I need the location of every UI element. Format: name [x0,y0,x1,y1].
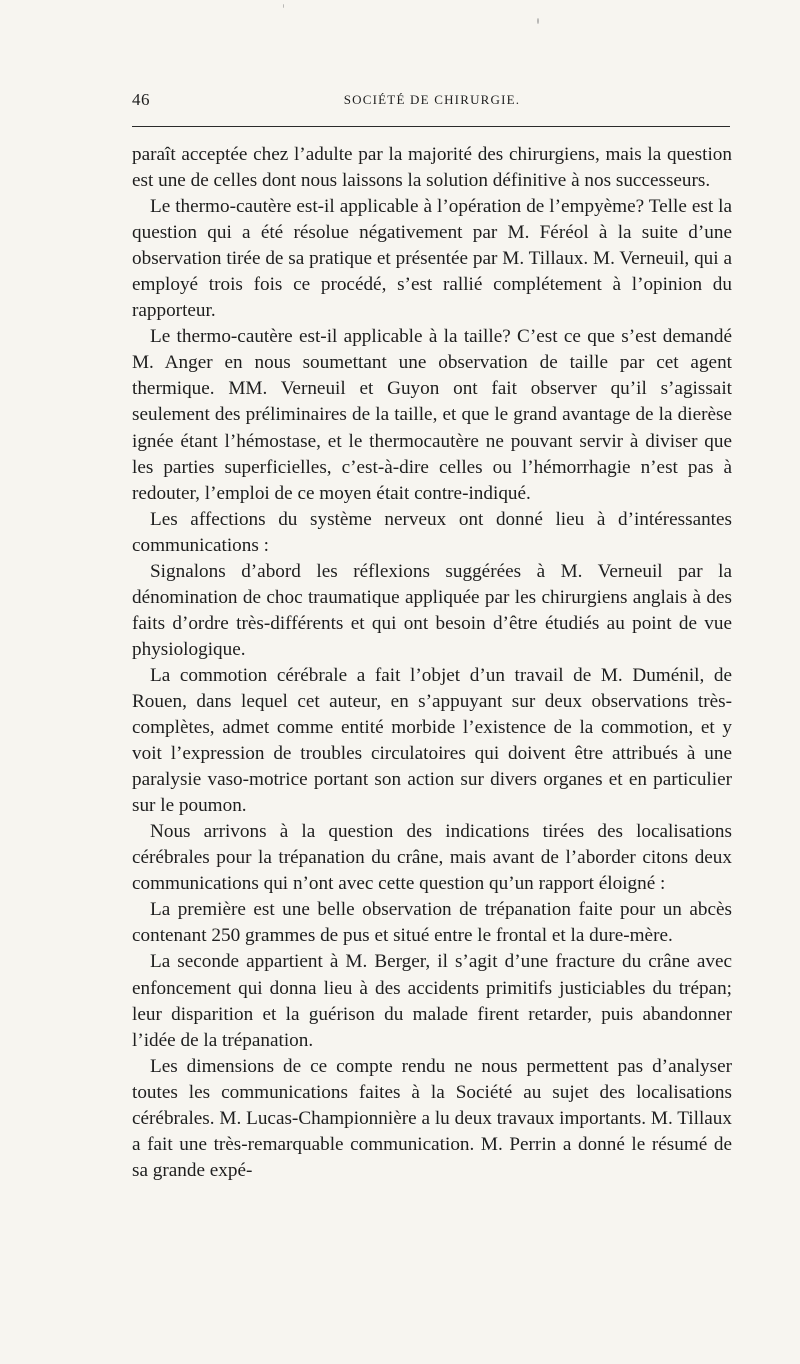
paragraph: Les dimensions de ce compte rendu ne nous permettent pas d’analyser toutes les communications faites à la Société au sujet des localisations cérébrales. M. Lucas-Championnière a lu deux travaux importants. M. Tillaux a fait une très-remarquable communication. M. Perrin a donné le résumé de sa grande expé- [132,1055,732,1181]
paragraph: Signalons d’abord les réflexions suggérées à M. Verneuil par la dénomination de choc traumatique appliquée par les chirurgiens anglais à des faits d’ordre très-différents et qui ont besoin d’être étudiés au point de vue physiologique. [132,560,732,660]
print-speck [283,4,284,8]
paragraph: Le thermo-cautère est-il applicable à la taille? C’est ce que s’est demandé M. Anger en nous soumettant une observation de taille par cet agent thermique. MM. Verneuil et Guyon ont fait observer qu’il s’agissait seulement des préliminaires de la taille, et que le grand avantage de la dierèse ignée étant l’hémostase, et le thermocautère ne pouvant servir à diviser que les parties superficielles, c’est-à-dire celles ou l’hémorrhagie n’est pas à redouter, l’emploi de ce moyen était contre-indiqué. [132,326,732,504]
paragraph: Nous arrivons à la question des indications tirées des localisations cérébrales pour la trépanation du crâne, mais avant de l’aborder citons deux communications qui n’ont avec cette question qu’un rapport éloigné : [132,821,732,895]
paragraph: La commotion cérébrale a fait l’objet d’un travail de M. Duménil, de Rouen, dans lequel cet auteur, en s’appuyant sur deux observations très-complètes, admet comme entité morbide l’existence de la commotion, et y voit l’expression de troubles circulatoires qui doivent être attribués à une paralysie vaso-motrice portant son action sur divers organes et en particulier sur le poumon. [132,664,732,817]
paragraph: Les affections du système nerveux ont donné lieu à d’intéressantes communications : [132,508,732,556]
print-speck [537,18,539,24]
page-header [132,90,732,114]
header-rule [132,126,730,127]
paragraph: La seconde appartient à M. Berger, il s’agit d’une fracture du crâne avec enfoncement qui donna lieu à des accidents primitifs justiciables du trépan; leur disparition et la guérison du malade firent retarder, puis abandonner l’idée de la trépanation. [132,951,732,1051]
running-title: SOCIÉTÉ DE CHIRURGIE. [343,92,521,107]
paragraph: Le thermo-cautère est-il applicable à l’opération de l’empyème? Telle est la question qui a été résolue négativement par M. Féréol à la suite d’une observation tirée de sa pratique et présentée par M. Tillaux. M. Verneuil, qui a employé trois fois ce procédé, s’est rallié complétement à l’opinion du rapporteur. [132,196,732,322]
paragraph: La première est une belle observation de trépanation faite pour un abcès contenant 250 grammes de pus et situé entre le frontal et la dure-mère. [132,899,732,947]
paragraph: paraît acceptée chez l’adulte par la majorité des chirurgiens, mais la question est une de celles dont nous laissons la solution définitive à nos successeurs. [132,144,732,192]
body-text [132,142,732,1184]
page-number: 46 [132,90,150,109]
